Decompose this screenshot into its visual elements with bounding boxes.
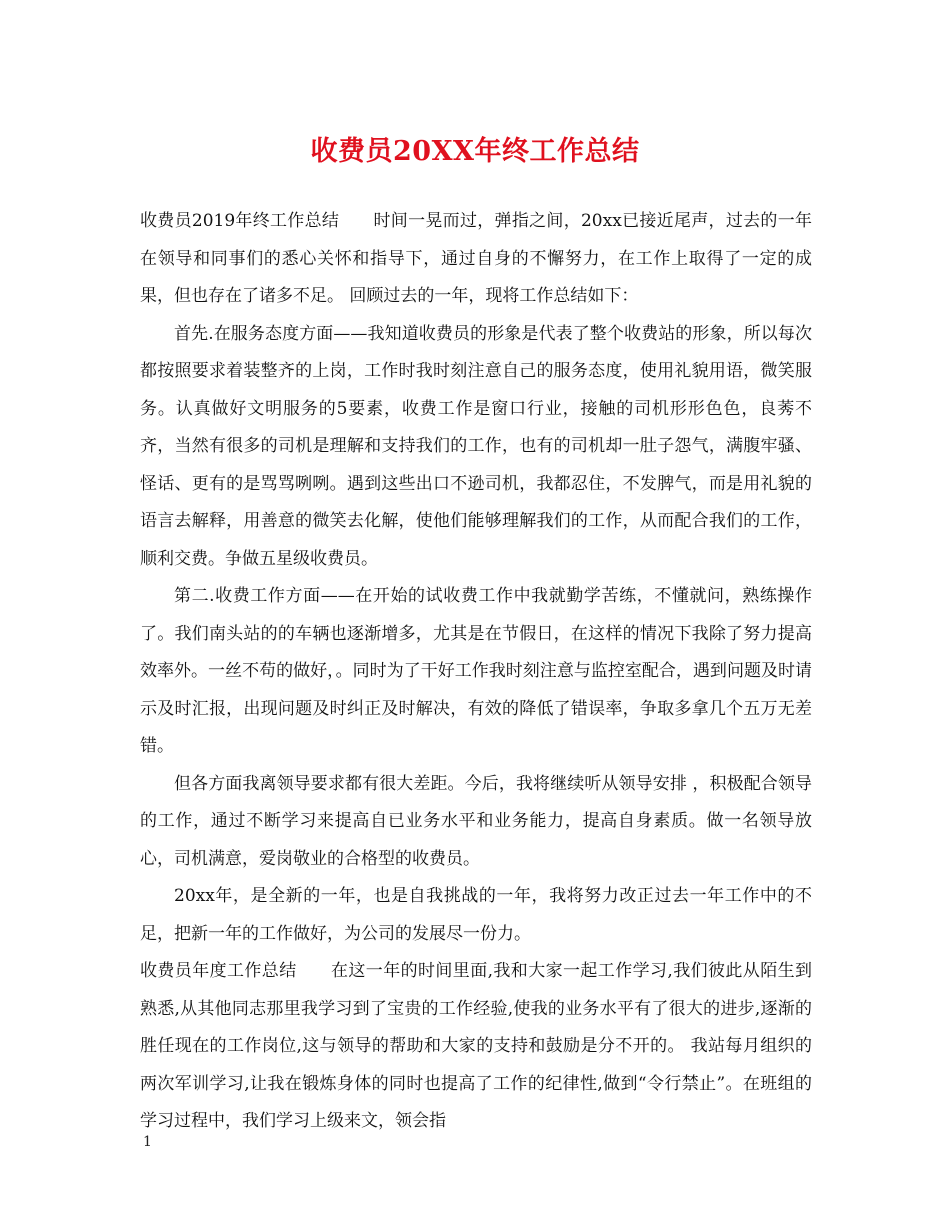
- paragraph-intro: [140, 203, 812, 316]
- document-title: 收费员20XX年终工作总结: [310, 136, 640, 167]
- section-label: 收费员年度工作总结: [140, 961, 297, 981]
- paragraph-annual-summary: [140, 953, 812, 1141]
- paragraph-new-year: 20xx年，是全新的一年，也是自我挑战的一年，我将努力改正过去一年工作中的不足，把新一年的工作做好，为公司的发展尽一份力。: [140, 886, 812, 944]
- paragraph-toll-work: 第二.收费工作方面——在开始的试收费工作中我就勤学苦练，不懂就问，熟练操作了。我们南头站的的车辆也逐渐增多，尤其是在节假日，在这样的情况下我除了努力提高效率外。一丝不苟的做好，。同时为了干好工作我时刻注意与监控室配合，遇到问题及时请示及时汇报，出现问题及时纠正及时解决，有效的降低了错误率，争取多拿几个五万无差错。: [140, 586, 812, 756]
- section-label: 收费员2019年终工作总结: [140, 211, 340, 231]
- paragraph-text: 时间一晃而过，弹指之间，20xx已接近尾声，过去的一年在领导和同事们的悉心关怀和指导下，通过自身的不懈努力，在工作上取得了一定的成果，但也存在了诸多不足。 回顾过去的一年，现将工作总结如下：: [140, 211, 812, 306]
- paragraph-service-attitude: 首先.在服务态度方面——我知道收费员的形象是代表了整个收费站的形象，所以每次都按照要求着装整齐的上岗，工作时我时刻注意自己的服务态度，使用礼貌用语，微笑服务。认真做好文明服务的5要素，收费工作是窗口行业，接触的司机形形色色，良莠不齐，当然有很多的司机是理解和支持我们的工作，也有的司机却一肚子怨气，满腹牢骚、怪话、更有的是骂骂咧咧。遇到这些出口不逊司机，我都忍住，不发脾气，而是用礼貌的语言去解释，用善意的微笑去化解，使他们能够理解我们的工作，从而配合我们的工作，顺利交费。争做五星级收费员。: [140, 323, 812, 569]
- page-number: 1: [143, 1134, 152, 1150]
- document-body: [140, 203, 812, 1141]
- paragraph-shortcomings: 但各方面我离领导要求都有很大差距。今后，我将继续听从领导安排 ，积极配合领导的工作，通过不断学习来提高自已业务水平和业务能力，提高自身素质。做一名领导放心，司机满意，爱岗敬业的合格型的收费员。: [140, 773, 812, 869]
- paragraph-text: 在这一年的时间里面,我和大家一起工作学习,我们彼此从陌生到熟悉,从其他同志那里我学习到了宝贵的工作经验,使我的业务水平有了很大的进步,逐渐的胜任现在的工作岗位,这与领导的帮助和大家的支持和鼓励是分不开的。 我站每月组织的两次军训学习,让我在锻炼身体的同时也提高了工作的纪律性,做到“令行禁止”。在班组的学习过程中，我们学习上级来文，领会指: [140, 961, 813, 1131]
